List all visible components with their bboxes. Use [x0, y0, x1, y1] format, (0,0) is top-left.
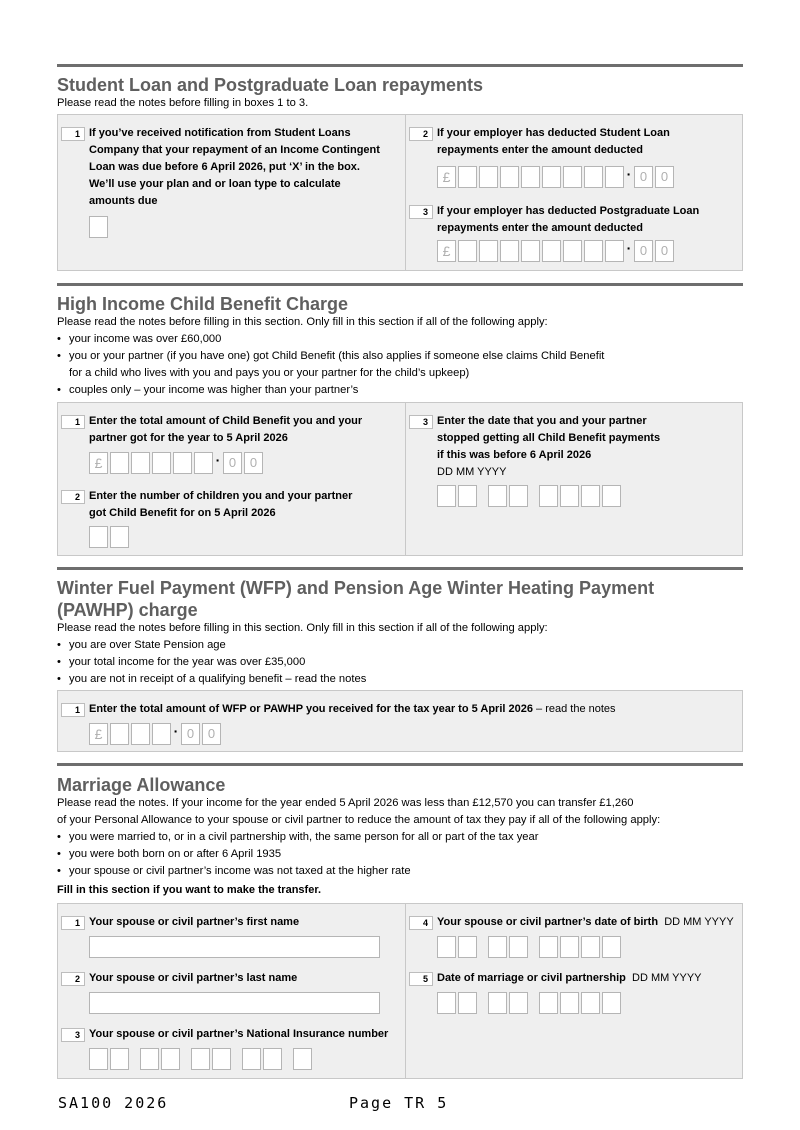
- marriage-bullet: • you were both born on or after 6 April 1935: [57, 848, 282, 860]
- section-rule: [57, 763, 743, 766]
- student-loan-intro: Please read the notes before filling in boxes 1 to 3.: [57, 97, 309, 109]
- digit-cell[interactable]: [110, 526, 129, 548]
- marriage-bullet: • you were married to, or in a civil partnership with, the same person for all or part of the tax year: [57, 831, 539, 843]
- digit-cell[interactable]: [173, 452, 192, 474]
- digit-cell[interactable]: [521, 166, 540, 188]
- digit-cell[interactable]: [542, 240, 561, 262]
- wfp-bullet: • your total income for the year was over £35,000: [57, 656, 306, 668]
- date-cell[interactable]: [437, 485, 456, 507]
- pound-sign: £: [89, 452, 108, 474]
- digit-cell[interactable]: [458, 240, 477, 262]
- wfp-panel: [57, 690, 743, 752]
- date-cell[interactable]: [602, 992, 621, 1014]
- date-cell[interactable]: [509, 936, 528, 958]
- box-number: 3: [61, 1028, 85, 1042]
- form-id: SA100 2026: [58, 1094, 169, 1112]
- date-cell[interactable]: [488, 936, 507, 958]
- nino-cell[interactable]: [293, 1048, 312, 1070]
- nino-cell[interactable]: [89, 1048, 108, 1070]
- pence-cell: 0: [655, 166, 674, 188]
- partner-last-name-input[interactable]: [89, 992, 380, 1014]
- digit-cell[interactable]: [500, 166, 519, 188]
- wfp-title-line1: Winter Fuel Payment (WFP) and Pension Age Winter Heating Payment: [57, 578, 655, 598]
- marriage-intro-line1: Please read the notes. If your income for the year ended 5 April 2026 was less than £12,570 you can transfer £1,260: [57, 797, 634, 809]
- digit-cell[interactable]: [131, 452, 150, 474]
- digit-cell[interactable]: [479, 166, 498, 188]
- box-number: 1: [61, 415, 85, 429]
- marriage-title: Marriage Allowance: [57, 775, 226, 795]
- date-format-hint: DD MM YYYY: [632, 972, 702, 984]
- date-cell[interactable]: [560, 485, 579, 507]
- date-cell[interactable]: [458, 936, 477, 958]
- student-loan-q3-label: If your employer has deducted Postgraduate Loan repayments enter the amount deducted: [437, 205, 700, 234]
- marriage-bullet: • your spouse or civil partner’s income was not taxed at the higher rate: [57, 865, 411, 877]
- date-cell[interactable]: [437, 992, 456, 1014]
- date-cell[interactable]: [581, 936, 600, 958]
- nino-cell[interactable]: [242, 1048, 261, 1070]
- box-number: 1: [61, 127, 85, 141]
- decimal-point: ·: [626, 166, 632, 182]
- digit-cell[interactable]: [110, 452, 129, 474]
- hicbc-bullet-continued: for a child who lives with you and pays you or your partner for the child’s upkeep): [69, 367, 470, 379]
- box-number: 5: [409, 972, 433, 986]
- digit-cell[interactable]: [89, 526, 108, 548]
- digit-cell[interactable]: [563, 240, 582, 262]
- section-rule: [57, 283, 743, 286]
- wfp-intro: Please read the notes before filling in this section. Only fill in this section if all of the following apply:: [57, 622, 548, 634]
- partner-nino-label: Your spouse or civil partner’s National Insurance number: [89, 1028, 389, 1040]
- date-cell[interactable]: [458, 485, 477, 507]
- student-loan-panel: [57, 114, 743, 271]
- digit-cell[interactable]: [584, 166, 603, 188]
- hicbc-panel: [57, 402, 743, 556]
- hicbc-intro: Please read the notes before filling in this section. Only fill in this section if all of the following apply:: [57, 316, 548, 328]
- partner-first-name-label: Your spouse or civil partner’s first name: [89, 916, 300, 928]
- wfp-bullet: • you are not in receipt of a qualifying benefit – read the notes: [57, 673, 367, 685]
- partner-dob-label: Your spouse or civil partner’s date of birth DD MM YYYY: [437, 916, 734, 928]
- pence-cell: 0: [655, 240, 674, 262]
- hicbc-bullet: • couples only – your income was higher than your partner’s: [57, 384, 359, 396]
- date-format-hint: DD MM YYYY: [664, 916, 734, 928]
- digit-cell[interactable]: [131, 723, 150, 745]
- digit-cell[interactable]: [110, 723, 129, 745]
- date-cell[interactable]: [602, 936, 621, 958]
- digit-cell[interactable]: [152, 452, 171, 474]
- hicbc-q3-label: Enter the date that you and your partner stopped getting all Child Benefit payments if this was before 6 April 2026 DD MM YYYY: [437, 413, 737, 481]
- box-number: 1: [61, 703, 85, 717]
- digit-cell[interactable]: [194, 452, 213, 474]
- pence-cell: 0: [244, 452, 263, 474]
- hicbc-title: High Income Child Benefit Charge: [57, 294, 349, 314]
- wfp-q1-label: Enter the total amount of WFP or PAWHP you received for the tax year to 5 April 2026 – read the notes: [89, 703, 616, 715]
- partner-last-name-label: Your spouse or civil partner’s last name: [89, 972, 298, 984]
- marriage-intro-line2: of your Personal Allowance to your spouse or civil partner to reduce the amount of tax they pay if all of the following apply:: [57, 814, 661, 826]
- date-cell[interactable]: [602, 485, 621, 507]
- page-number: Page TR 5: [349, 1094, 449, 1112]
- section-rule: [57, 64, 743, 67]
- wfp-bullet: • you are over State Pension age: [57, 639, 226, 651]
- digit-cell[interactable]: [521, 240, 540, 262]
- date-cell[interactable]: [581, 485, 600, 507]
- nino-cell[interactable]: [212, 1048, 231, 1070]
- nino-cell[interactable]: [110, 1048, 129, 1070]
- student-loan-q2-label: If your employer has deducted Student Loan repayments enter the amount deducted: [437, 127, 670, 156]
- pence-cell: 0: [634, 240, 653, 262]
- hicbc-bullet: • your income was over £60,000: [57, 333, 222, 345]
- digit-cell[interactable]: [500, 240, 519, 262]
- pence-cell: 0: [634, 166, 653, 188]
- nino-cell[interactable]: [263, 1048, 282, 1070]
- pence-cell: 0: [181, 723, 200, 745]
- hicbc-q2-label: Enter the number of children you and your partner got Child Benefit for on 5 April 2026: [89, 490, 353, 519]
- hicbc-bullet: • you or your partner (if you have one) got Child Benefit (this also applies if someone else claims Child Benefit: [57, 350, 605, 362]
- date-cell[interactable]: [560, 992, 579, 1014]
- date-cell[interactable]: [539, 992, 558, 1014]
- wfp-title-line2: (PAWHP) charge: [57, 600, 198, 620]
- date-cell[interactable]: [539, 936, 558, 958]
- decimal-point: ·: [626, 240, 632, 256]
- date-cell[interactable]: [509, 485, 528, 507]
- panel-divider: [405, 403, 406, 555]
- nino-cell[interactable]: [140, 1048, 159, 1070]
- digit-cell[interactable]: [605, 166, 624, 188]
- decimal-point: ·: [173, 723, 179, 739]
- panel-divider: [405, 115, 406, 270]
- date-cell[interactable]: [488, 485, 507, 507]
- box-number: 2: [61, 972, 85, 986]
- digit-cell[interactable]: [605, 240, 624, 262]
- box-number: 2: [61, 490, 85, 504]
- date-cell[interactable]: [437, 936, 456, 958]
- digit-cell[interactable]: [542, 166, 561, 188]
- digit-cell[interactable]: [152, 723, 171, 745]
- digit-cell[interactable]: [458, 166, 477, 188]
- date-cell[interactable]: [539, 485, 558, 507]
- nino-cell[interactable]: [161, 1048, 180, 1070]
- date-cell[interactable]: [488, 992, 507, 1014]
- pound-sign: £: [89, 723, 108, 745]
- pence-cell: 0: [202, 723, 221, 745]
- decimal-point: ·: [215, 452, 221, 468]
- marriage-date-label: Date of marriage or civil partnership DD MM YYYY: [437, 972, 702, 984]
- date-cell[interactable]: [560, 936, 579, 958]
- panel-divider: [405, 904, 406, 1078]
- nino-cell[interactable]: [191, 1048, 210, 1070]
- date-cell[interactable]: [581, 992, 600, 1014]
- section-rule: [57, 567, 743, 570]
- box-number: 3: [409, 415, 433, 429]
- partner-first-name-input[interactable]: [89, 936, 380, 958]
- box-number: 2: [409, 127, 433, 141]
- box-number: 4: [409, 916, 433, 930]
- pound-sign: £: [437, 240, 456, 262]
- icl-x-checkbox[interactable]: [89, 216, 108, 238]
- box-number: 1: [61, 916, 85, 930]
- date-cell[interactable]: [458, 992, 477, 1014]
- student-loan-title: Student Loan and Postgraduate Loan repayments: [57, 75, 484, 95]
- marriage-panel: [57, 903, 743, 1079]
- pound-sign: £: [437, 166, 456, 188]
- marriage-fill-note: Fill in this section if you want to make the transfer.: [57, 884, 322, 896]
- date-cell[interactable]: [509, 992, 528, 1014]
- student-loan-q1-label: If you’ve received notification from Student Loans Company that your repayment of an Income Contingent Loan was due before 6 April 2026, put ‘X’ in the box. We’ll use your plan and or loan type to calculate amounts due: [89, 127, 380, 207]
- pence-cell: 0: [223, 452, 242, 474]
- box-number: 3: [409, 205, 433, 219]
- digit-cell[interactable]: [563, 166, 582, 188]
- hicbc-q1-label: Enter the total amount of Child Benefit you and your partner got for the year to 5 April 2026: [89, 415, 363, 444]
- digit-cell[interactable]: [479, 240, 498, 262]
- digit-cell[interactable]: [584, 240, 603, 262]
- date-format-hint: DD MM YYYY: [437, 466, 507, 478]
